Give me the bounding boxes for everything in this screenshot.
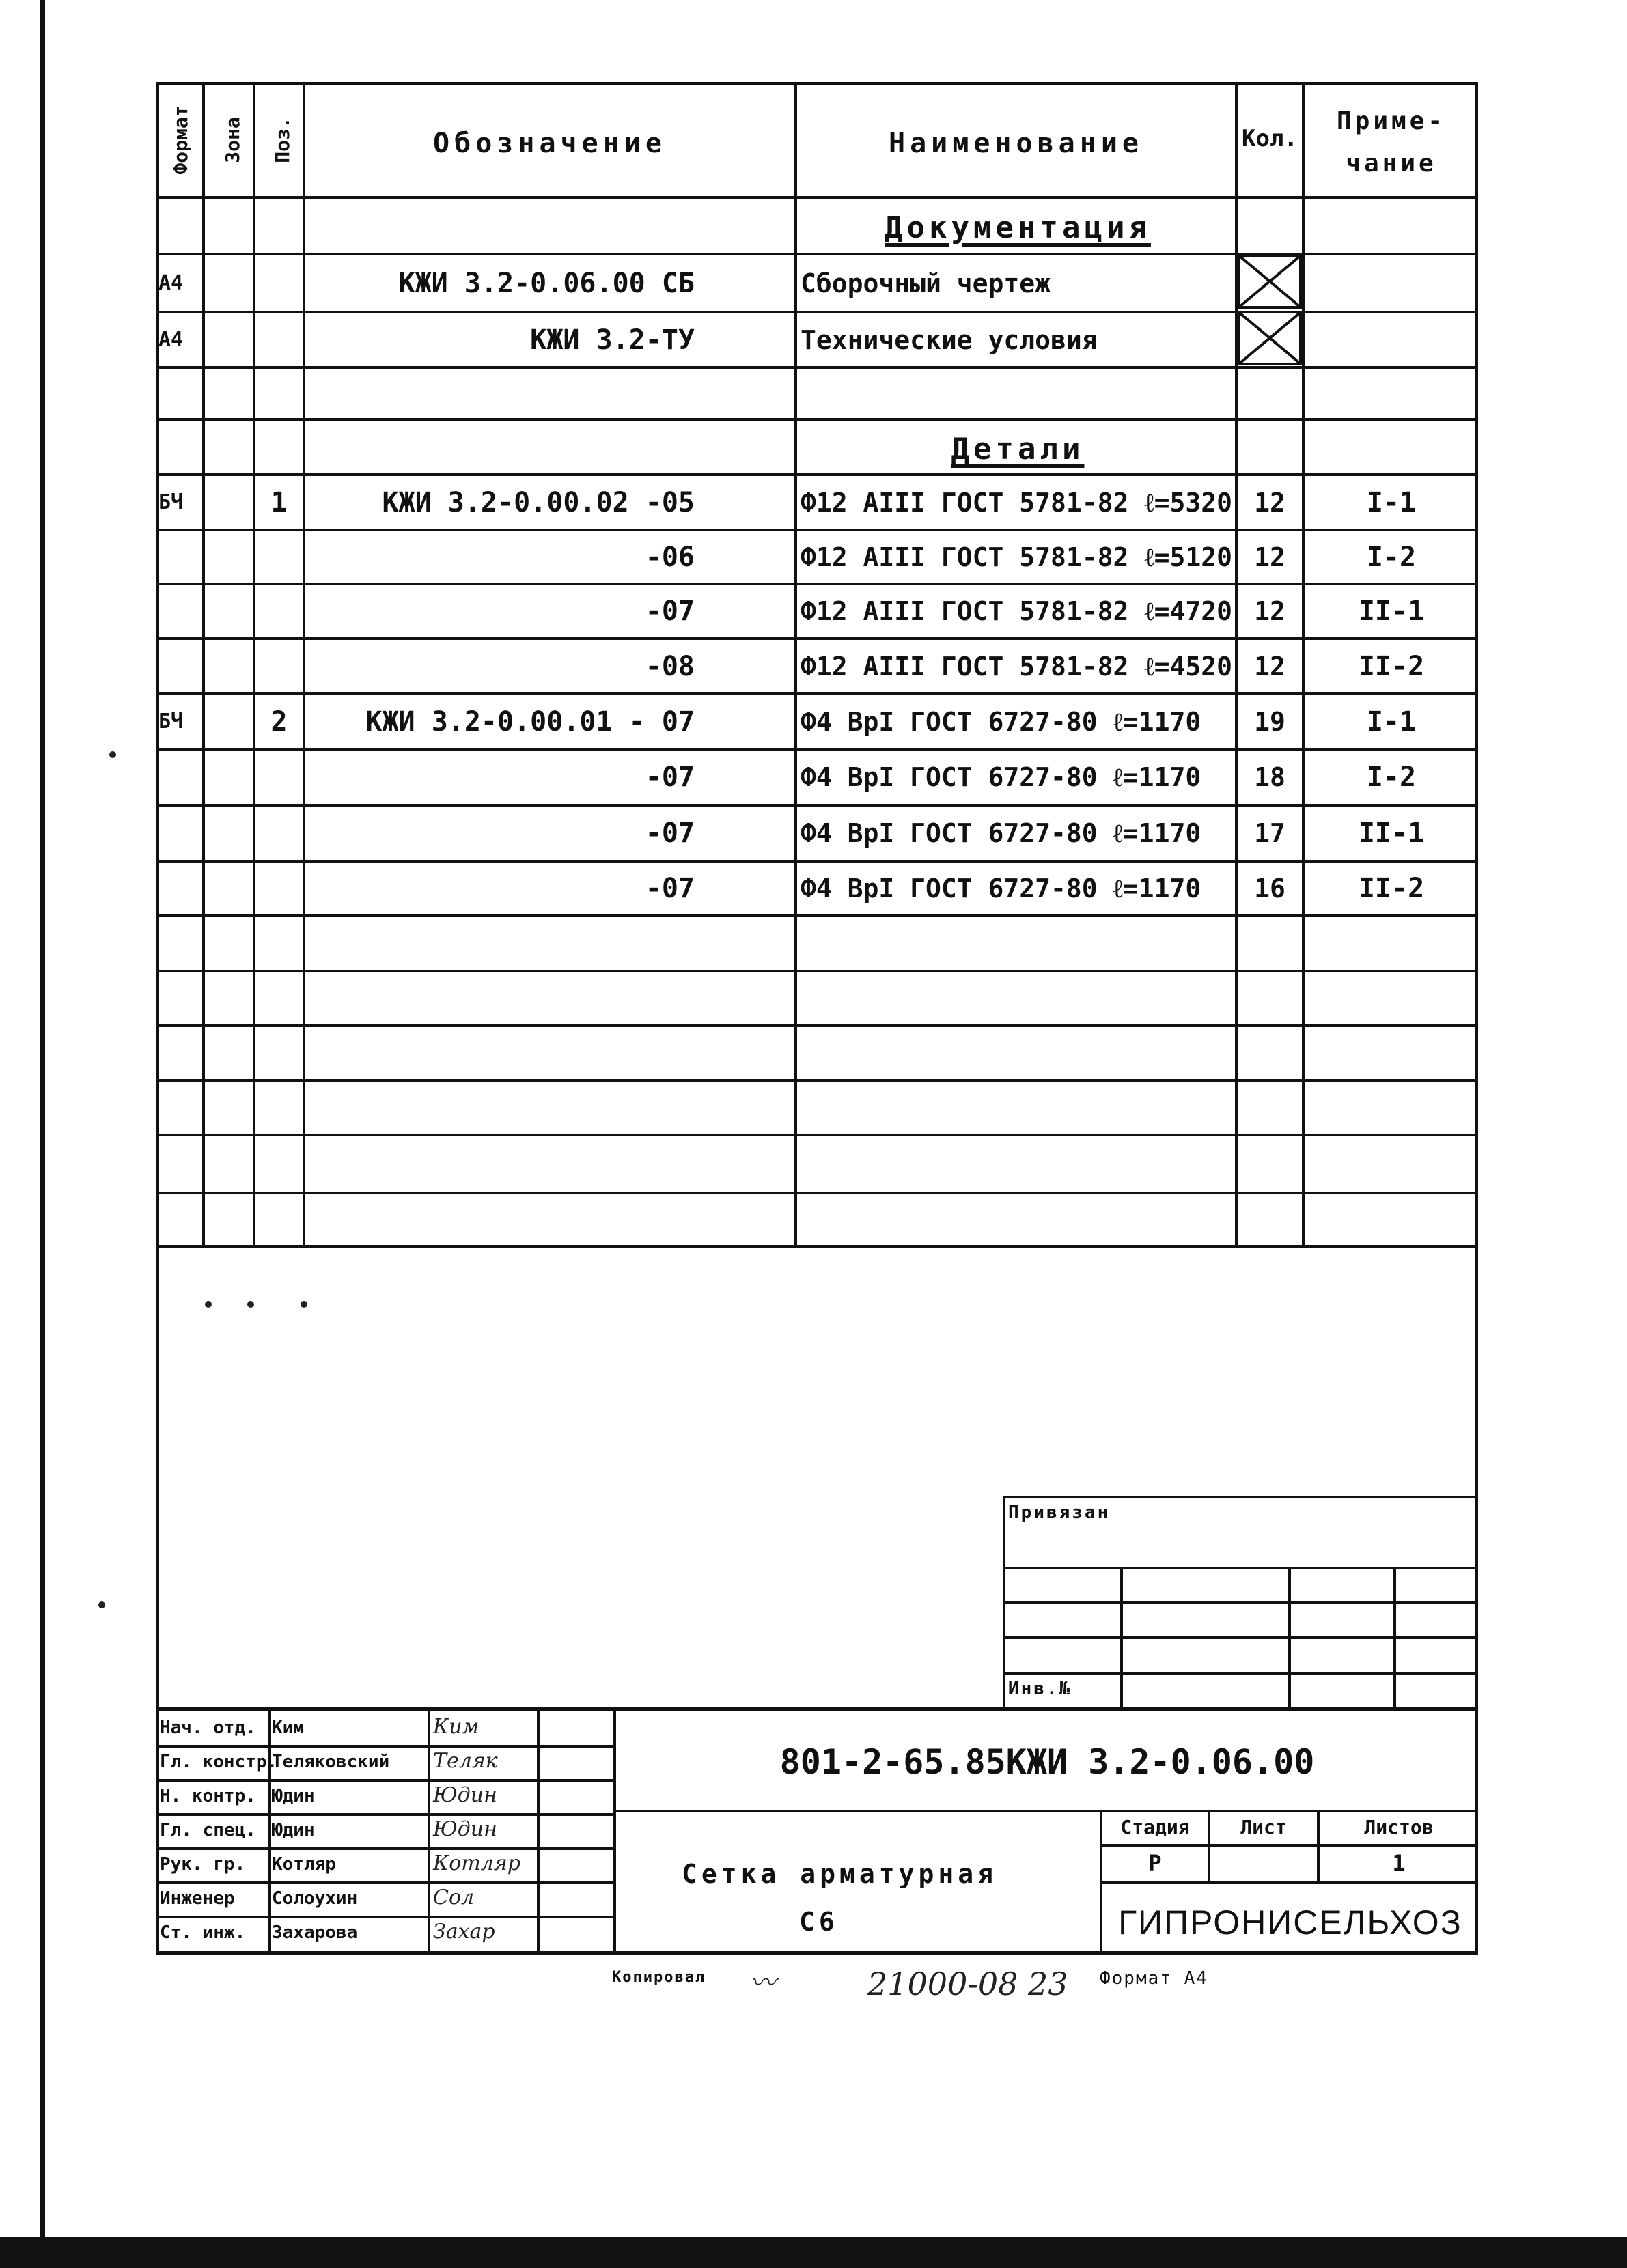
table-row-divider bbox=[156, 748, 1478, 751]
role-person-name: Юдин bbox=[272, 1786, 315, 1806]
row-9-designation: КЖИ 3.2-0.00.01 - 07 bbox=[365, 705, 695, 738]
header-quantity: Кол. bbox=[1242, 125, 1298, 152]
role-title: Гл. констр. bbox=[160, 1752, 278, 1772]
sheet-label: Лист bbox=[1240, 1816, 1287, 1838]
row-8-designation: -08 bbox=[645, 650, 695, 682]
role-title: Рук. гр. bbox=[160, 1854, 246, 1875]
row-12-qty: 16 bbox=[1254, 873, 1285, 904]
header-designation: Обозначение bbox=[433, 128, 667, 159]
role-title: Нач. отд. bbox=[160, 1718, 256, 1738]
role-signature: Юдин bbox=[433, 1783, 497, 1807]
row-2-designation: КЖИ 3.2-ТУ bbox=[530, 324, 695, 356]
row-9-qty: 19 bbox=[1254, 706, 1285, 737]
role-signature: Захар bbox=[433, 1920, 495, 1944]
copied-by-label: Копировал bbox=[612, 1969, 706, 1986]
table-row-divider bbox=[156, 366, 1478, 369]
table-row-divider bbox=[156, 970, 1478, 972]
row-6-qty: 12 bbox=[1254, 542, 1285, 572]
table-row-divider bbox=[156, 473, 1478, 476]
role-signature: Ким bbox=[433, 1715, 479, 1739]
stray-mark bbox=[109, 751, 116, 758]
table-row-divider bbox=[156, 804, 1478, 807]
row-5-name: Ф12 АIII ГОСТ 5781-82 ℓ=5320 bbox=[801, 487, 1232, 518]
role-person-name: Захарова bbox=[272, 1922, 358, 1943]
row-7-name: Ф12 АIII ГОСТ 5781-82 ℓ=4720 bbox=[801, 596, 1232, 626]
format-footer: Формат А4 bbox=[1100, 1968, 1208, 1989]
role-person-name: Юдин bbox=[272, 1820, 315, 1840]
row-7-note: II-1 bbox=[1358, 596, 1425, 627]
row-5-qty: 12 bbox=[1254, 487, 1285, 518]
table-row-divider bbox=[156, 860, 1478, 863]
table-row-divider bbox=[156, 196, 1478, 199]
page-bottom-edge bbox=[0, 2237, 1627, 2268]
drawing-title-line2: С6 bbox=[799, 1907, 839, 1937]
row-9-name: Ф4 ВрI ГОСТ 6727-80 ℓ=1170 bbox=[801, 706, 1201, 737]
row-11-qty: 17 bbox=[1254, 818, 1285, 848]
row-1-designation: КЖИ 3.2-0.06.00 СБ bbox=[398, 267, 695, 299]
role-signature: Юдин bbox=[433, 1817, 497, 1841]
row-6-designation: -06 bbox=[645, 541, 695, 573]
row-10-qty: 18 bbox=[1254, 762, 1285, 792]
stray-mark bbox=[247, 1301, 254, 1308]
table-row-divider bbox=[156, 914, 1478, 917]
role-person-name: Теляковский bbox=[272, 1752, 390, 1772]
header-note-line2: чание bbox=[1346, 150, 1437, 178]
row-5-designation: КЖИ 3.2-0.00.02 -05 bbox=[382, 486, 695, 518]
header-format: Формат bbox=[169, 105, 192, 175]
header-position: Поз. bbox=[271, 117, 294, 163]
handwritten-number: 21000-08 23 bbox=[867, 1965, 1068, 2002]
role-signature: Сол bbox=[433, 1886, 475, 1909]
role-title: Гл. спец. bbox=[160, 1820, 256, 1840]
table-row-divider bbox=[156, 692, 1478, 695]
row-8-note: II-2 bbox=[1358, 650, 1425, 682]
table-row-divider bbox=[156, 1134, 1478, 1136]
role-row-divider bbox=[156, 1881, 613, 1884]
row-1-format: А4 bbox=[158, 270, 184, 295]
table-row-divider bbox=[156, 529, 1478, 531]
sheets-label: Листов bbox=[1364, 1816, 1434, 1838]
role-title: Ст. инж. bbox=[160, 1922, 246, 1943]
row-9-note: I-1 bbox=[1366, 705, 1417, 738]
row-5-note: I-1 bbox=[1366, 486, 1417, 518]
row-2-format: А4 bbox=[158, 327, 184, 352]
row-0-name: Документация bbox=[885, 210, 1151, 245]
row-11-designation: -07 bbox=[645, 817, 695, 849]
role-row-divider bbox=[156, 1745, 613, 1748]
role-signature: Теляк bbox=[433, 1749, 498, 1773]
table-row-divider bbox=[156, 583, 1478, 585]
row-7-qty: 12 bbox=[1254, 596, 1285, 626]
row-12-name: Ф4 ВрI ГОСТ 6727-80 ℓ=1170 bbox=[801, 873, 1201, 904]
table-row-divider bbox=[156, 637, 1478, 640]
role-row-divider bbox=[156, 1916, 613, 1918]
inventory-number-label: Инв.№ bbox=[1008, 1679, 1072, 1699]
role-row-divider bbox=[156, 1779, 613, 1782]
role-person-name: Котляр bbox=[272, 1854, 336, 1875]
page-left-edge bbox=[40, 0, 45, 2237]
row-9-pos: 2 bbox=[270, 705, 288, 738]
role-person-name: Ким bbox=[272, 1718, 304, 1738]
table-row-divider bbox=[156, 1079, 1478, 1082]
document-code: 801-2-65.85КЖИ 3.2-0.06.00 bbox=[779, 1742, 1315, 1782]
stage-label: Стадия bbox=[1120, 1816, 1190, 1838]
role-row-divider bbox=[156, 1847, 613, 1850]
row-11-name: Ф4 ВрI ГОСТ 6727-80 ℓ=1170 bbox=[801, 818, 1201, 848]
organization-name: ГИПРОНИСЕЛЬХОЗ bbox=[1118, 1903, 1462, 1942]
qty-crossed-cell bbox=[1238, 254, 1302, 309]
table-row-divider bbox=[156, 1024, 1478, 1027]
role-title: Инженер bbox=[160, 1888, 235, 1909]
stray-mark bbox=[301, 1301, 307, 1308]
row-2-name: Технические условия bbox=[801, 324, 1098, 355]
stray-mark bbox=[205, 1301, 212, 1308]
table-row-divider bbox=[156, 418, 1478, 421]
table-row-divider bbox=[156, 1192, 1478, 1194]
row-5-pos: 1 bbox=[270, 486, 288, 518]
row-1-name: Сборочный чертеж bbox=[801, 268, 1051, 298]
row-8-qty: 12 bbox=[1254, 651, 1285, 682]
row-5-format: БЧ bbox=[158, 490, 184, 514]
header-note-line1: Приме- bbox=[1336, 107, 1447, 135]
header-name: Наименование bbox=[889, 128, 1143, 159]
role-signature: Котляр bbox=[433, 1851, 520, 1875]
row-10-designation: -07 bbox=[645, 761, 695, 793]
qty-crossed-cell bbox=[1238, 311, 1302, 365]
attached-label: Привязан bbox=[1008, 1502, 1111, 1523]
stray-mark bbox=[98, 1601, 105, 1608]
row-4-name: Детали bbox=[951, 431, 1085, 466]
row-8-name: Ф12 АIII ГОСТ 5781-82 ℓ=4520 bbox=[801, 651, 1232, 682]
copied-signature: 〰 bbox=[750, 1968, 777, 1998]
row-12-designation: -07 bbox=[645, 873, 695, 904]
role-person-name: Солоухин bbox=[272, 1888, 358, 1909]
drawing-title-line1: Сетка арматурная bbox=[682, 1859, 998, 1889]
row-6-note: I-2 bbox=[1366, 541, 1417, 573]
row-12-note: II-2 bbox=[1358, 873, 1425, 904]
role-row-divider bbox=[156, 1813, 613, 1816]
row-6-name: Ф12 АIII ГОСТ 5781-82 ℓ=5120 bbox=[801, 542, 1232, 572]
row-10-note: I-2 bbox=[1366, 761, 1417, 793]
header-zone: Зона bbox=[221, 117, 244, 163]
row-9-format: БЧ bbox=[158, 709, 184, 733]
row-11-note: II-1 bbox=[1358, 817, 1425, 849]
row-10-name: Ф4 ВрI ГОСТ 6727-80 ℓ=1170 bbox=[801, 762, 1201, 792]
stage-value: Р bbox=[1148, 1850, 1162, 1876]
role-title: Н. контр. bbox=[160, 1786, 256, 1806]
row-7-designation: -07 bbox=[645, 596, 695, 627]
sheets-value: 1 bbox=[1392, 1850, 1406, 1876]
